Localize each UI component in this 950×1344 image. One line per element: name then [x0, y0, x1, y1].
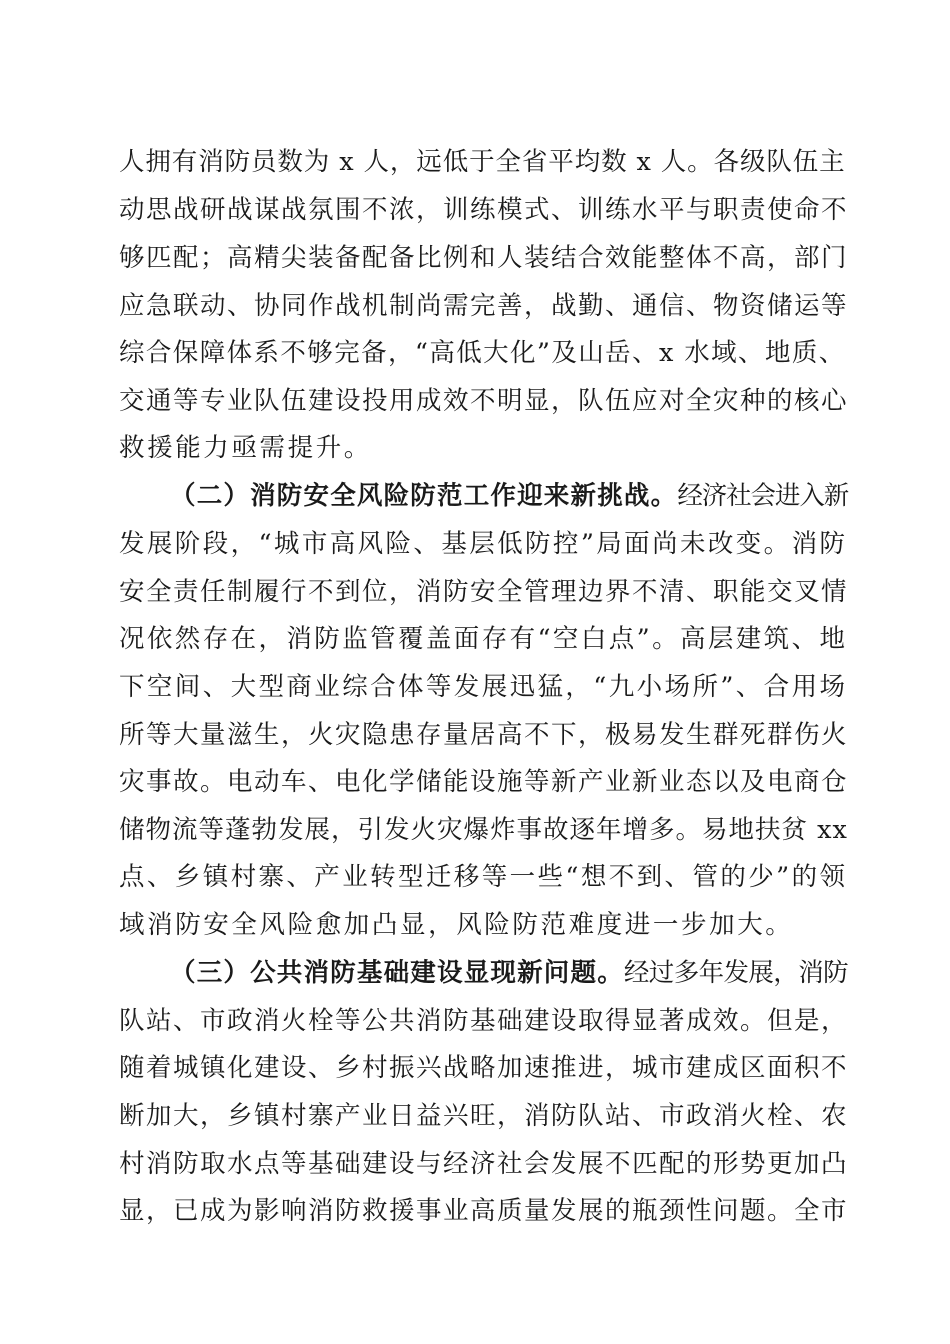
text-line: 点、乡镇村寨、产业转型迁移等一些“想不到、管的少”的领 [119, 862, 848, 892]
text-line: 下空间、大型商业综合体等发展迅猛，“九小场所”、合用场 [119, 672, 848, 702]
section-2-first-line [170, 479, 848, 513]
section-3-lead-text: 经过多年发展，消防 [623, 958, 849, 988]
text-line: 交通等专业队伍建设投用成效不明显，队伍应对全灾种的核心 [119, 386, 849, 416]
text-line: 域消防安全风险愈加凸显，风险防范难度进一步加大。 [119, 910, 794, 940]
text-line: 断加大，乡镇村寨产业日益兴旺，消防队站、市政消火栓、农 [119, 1101, 849, 1131]
text-line: 随着城镇化建设、乡村振兴战略加速推进，城市建成区面积不 [119, 1053, 849, 1083]
text-line: 队站、市政消火栓等公共消防基础建设取得显著成效。但是， [119, 1006, 849, 1036]
text-line: 况依然存在，消防监管覆盖面存有“空白点”。高层建筑、地 [119, 624, 848, 654]
text-line: 安全责任制履行不到位，消防安全管理边界不清、职能交叉情 [119, 577, 849, 607]
text-line: 应急联动、协同作战机制尚需完善，战勤、通信、物资储运等 [119, 291, 849, 321]
text-line: 所等大量滋生，火灾隐患存量居高不下，极易发生群死群伤火 [119, 720, 849, 750]
text-line: 显，已成为影响消防救援事业高质量发展的瓶颈性问题。全市 [119, 1196, 849, 1226]
text-line: 人拥有消防员数为 x 人，远低于全省平均数 x 人。各级队伍主 [119, 147, 846, 177]
section-2-heading: （二）消防安全风险防范工作迎来新挑战。 [170, 481, 678, 511]
text-line: 够匹配；高精尖装备配备比例和人装结合效能整体不高，部门 [119, 243, 849, 273]
text-line: 综合保障体系不够完备，“高低大化”及山岳、x 水域、地质、 [119, 338, 846, 368]
text-line: 救援能力亟需提升。 [119, 433, 372, 463]
text-line: 灾事故。电动车、电化学储能设施等新产业新业态以及电商仓 [119, 767, 849, 797]
text-line: 发展阶段，“城市高风险、基层低防控”局面尚未改变。消防 [119, 529, 848, 559]
section-3-heading: （三）公共消防基础建设显现新问题。 [170, 958, 624, 988]
section-2-lead-text: 经济社会进入新 [677, 481, 849, 511]
section-3-first-line [170, 956, 848, 990]
text-line: 储物流等蓬勃发展，引发火灾爆炸事故逐年增多。易地扶贫 xx [119, 815, 848, 845]
text-line: 村消防取水点等基础建设与经济社会发展不匹配的形势更加凸 [119, 1149, 849, 1179]
text-line: 动思战研战谋战氛围不浓，训练模式、训练水平与职责使命不 [119, 195, 849, 225]
